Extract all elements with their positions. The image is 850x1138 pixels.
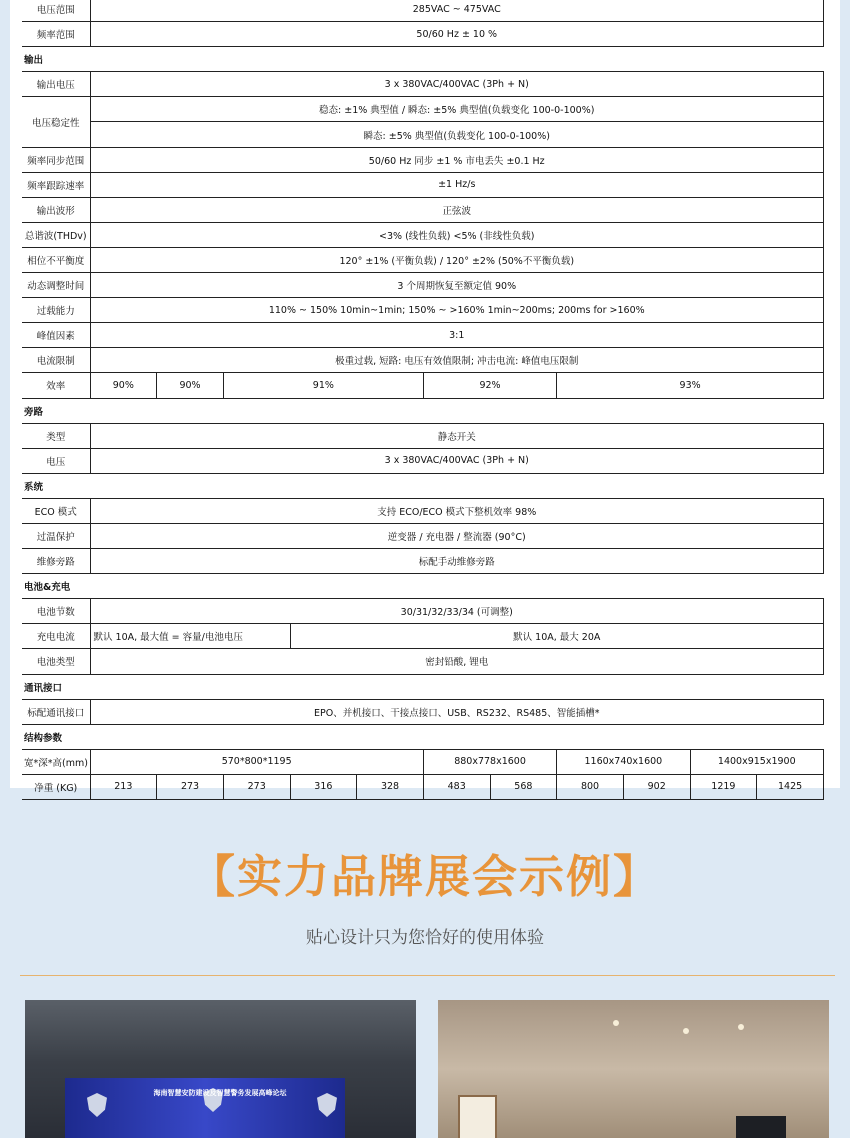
spec-label: 电流限制 xyxy=(22,348,90,373)
spec-row xyxy=(22,0,824,22)
spec-label: 峰值因素 xyxy=(22,323,90,348)
section-heading: 结构参数 xyxy=(22,724,824,749)
spec-label: 相位不平衡度 xyxy=(22,247,90,272)
efficiency-cell: 93% xyxy=(557,373,824,398)
spec-label: 过载能力 xyxy=(22,298,90,323)
spec-label: 电池节数 xyxy=(22,599,90,624)
spec-label: 输出波形 xyxy=(22,197,90,222)
ceiling-light xyxy=(738,1024,744,1030)
spec-row xyxy=(22,197,824,222)
spec-row xyxy=(22,97,824,122)
spec-row xyxy=(22,549,824,574)
weight-cell: 316 xyxy=(290,774,357,799)
section-row xyxy=(22,473,824,498)
spec-row xyxy=(22,624,824,649)
spec-label: 宽*深*高(mm) xyxy=(22,749,90,774)
spec-value: 正弦波 xyxy=(90,197,824,222)
spec-value: 默认 10A, 最大值 = 容量/电池电压 xyxy=(90,624,290,649)
section-heading: 系统 xyxy=(22,473,824,498)
spec-value: 120° ±1% (平衡负载) / 120° ±2% (50%不平衡负载) xyxy=(90,247,824,272)
spec-value: 瞬态: ±5% 典型值(负载变化 100-0-100%) xyxy=(90,122,824,147)
spec-row xyxy=(22,323,824,348)
spec-label: 标配通讯接口 xyxy=(22,699,90,724)
weight-cell: 902 xyxy=(623,774,690,799)
weight-cell: 213 xyxy=(90,774,157,799)
spec-table xyxy=(22,0,824,800)
spec-row xyxy=(22,649,824,674)
showcase-title: 【实力品牌展会示例】 xyxy=(189,850,660,903)
spec-value: 3 个周期恢复至额定值 90% xyxy=(90,273,824,298)
spec-value: 极重过载, 短路: 电压有效值限制; 冲击电流: 峰值电压限制 xyxy=(90,348,824,373)
spec-value: 支持 ECO/ECO 模式下整机效率 98% xyxy=(90,498,824,523)
expo-photo-left xyxy=(25,1000,416,1138)
spec-label: 类型 xyxy=(22,423,90,448)
weight-cell: 483 xyxy=(423,774,490,799)
weight-cell: 273 xyxy=(223,774,290,799)
spec-value: 3 x 380VAC/400VAC (3Ph + N) xyxy=(90,72,824,97)
section-heading: 输出 xyxy=(22,47,824,72)
section-heading: 电池&充电 xyxy=(22,574,824,599)
spec-row xyxy=(22,498,824,523)
section-row xyxy=(22,574,824,599)
weight-cell: 800 xyxy=(557,774,624,799)
spec-row xyxy=(22,448,824,473)
section-heading: 旁路 xyxy=(22,398,824,423)
spec-label: 过温保护 xyxy=(22,523,90,548)
section-row xyxy=(22,398,824,423)
spec-value: 静态开关 xyxy=(90,423,824,448)
spec-value: 30/31/32/33/34 (可调整) xyxy=(90,599,824,624)
spec-row xyxy=(22,523,824,548)
spec-label: 电池类型 xyxy=(22,649,90,674)
spec-row xyxy=(22,22,824,47)
spec-label: 动态调整时间 xyxy=(22,273,90,298)
efficiency-cell: 92% xyxy=(423,373,556,398)
spec-label: 效率 xyxy=(22,373,90,398)
spec-label: 频率跟踪速率 xyxy=(22,172,90,197)
spec-label: 净重 (KG) xyxy=(22,774,90,799)
weight-cell: 1425 xyxy=(757,774,824,799)
spec-value: 稳态: ±1% 典型值 / 瞬态: ±5% 典型值(负载变化 100-0-100%) xyxy=(90,97,824,122)
spec-value: <3% (线性负载) <5% (非线性负载) xyxy=(90,222,824,247)
spec-value: 50/60 Hz 同步 ±1 % 市电丢失 ±0.1 Hz xyxy=(90,147,824,172)
spec-row xyxy=(22,172,824,197)
section-heading: 通讯接口 xyxy=(22,674,824,699)
spec-label: 维修旁路 xyxy=(22,549,90,574)
spec-label: ECO 模式 xyxy=(22,498,90,523)
stage-screen xyxy=(65,1078,345,1138)
weight-cell: 273 xyxy=(157,774,224,799)
spec-label: 总谐波(THDv) xyxy=(22,222,90,247)
spec-row xyxy=(22,599,824,624)
section-row xyxy=(22,724,824,749)
spec-row xyxy=(22,247,824,272)
spec-row xyxy=(22,147,824,172)
spec-label: 频率同步范围 xyxy=(22,147,90,172)
dimension-cell: 570*800*1195 xyxy=(90,749,423,774)
spec-value: 逆变器 / 充电器 / 整流器 (90°C) xyxy=(90,523,824,548)
section-row xyxy=(22,47,824,72)
spec-label: 频率范围 xyxy=(22,22,90,47)
stage-banner-text: 海南智慧安防建设及智慧警务发展高峰论坛 xyxy=(153,1089,287,1097)
weight-cell: 568 xyxy=(490,774,557,799)
spec-row xyxy=(22,222,824,247)
ups-cabinet xyxy=(736,1116,786,1138)
spec-row xyxy=(22,298,824,323)
spec-row xyxy=(22,373,824,398)
weight-cell: 1219 xyxy=(690,774,757,799)
spec-value: 3 x 380VAC/400VAC (3Ph + N) xyxy=(90,448,824,473)
dimension-cell: 1400x915x1900 xyxy=(690,749,823,774)
spec-row xyxy=(22,122,824,147)
expo-photo-right xyxy=(438,1000,829,1138)
spec-row xyxy=(22,348,824,373)
spec-value: EPO、并机接口、干接点接口、USB、RS232、RS485、智能插槽* xyxy=(90,699,824,724)
spec-label: 电压 xyxy=(22,448,90,473)
spec-label: 电压范围 xyxy=(22,0,90,22)
spec-row xyxy=(22,699,824,724)
spec-row xyxy=(22,749,824,774)
efficiency-cell: 90% xyxy=(90,373,157,398)
spec-label: 输出电压 xyxy=(22,72,90,97)
spec-value: 285VAC ~ 475VAC xyxy=(90,0,824,22)
spec-row xyxy=(22,774,824,799)
spec-value: ±1 Hz/s xyxy=(90,172,824,197)
spec-value: 标配手动维修旁路 xyxy=(90,549,824,574)
spec-row xyxy=(22,72,824,97)
spec-value: 110% ~ 150% 10min~1min; 150% ~ >160% 1min~200ms; 200ms for >160% xyxy=(90,298,824,323)
spec-value: 3:1 xyxy=(90,323,824,348)
ceiling-light xyxy=(613,1020,619,1026)
spec-value: 默认 10A, 最大 20A xyxy=(290,624,823,649)
dimension-cell: 1160x740x1600 xyxy=(557,749,690,774)
efficiency-cell: 90% xyxy=(157,373,224,398)
efficiency-cell: 91% xyxy=(223,373,423,398)
dimension-cell: 880x778x1600 xyxy=(423,749,556,774)
spec-label: 电压稳定性 xyxy=(22,97,90,147)
section-row xyxy=(22,674,824,699)
divider xyxy=(20,975,835,976)
showcase-subtitle: 贴心设计只为您恰好的使用体验 xyxy=(306,928,544,948)
poster-stand xyxy=(458,1095,497,1138)
weight-cell: 328 xyxy=(357,774,424,799)
spec-value: 50/60 Hz ± 10 % xyxy=(90,22,824,47)
spec-value: 密封铅酸, 锂电 xyxy=(90,649,824,674)
spec-row xyxy=(22,273,824,298)
spec-row xyxy=(22,423,824,448)
spec-label: 充电电流 xyxy=(22,624,90,649)
ceiling-light xyxy=(683,1028,689,1034)
